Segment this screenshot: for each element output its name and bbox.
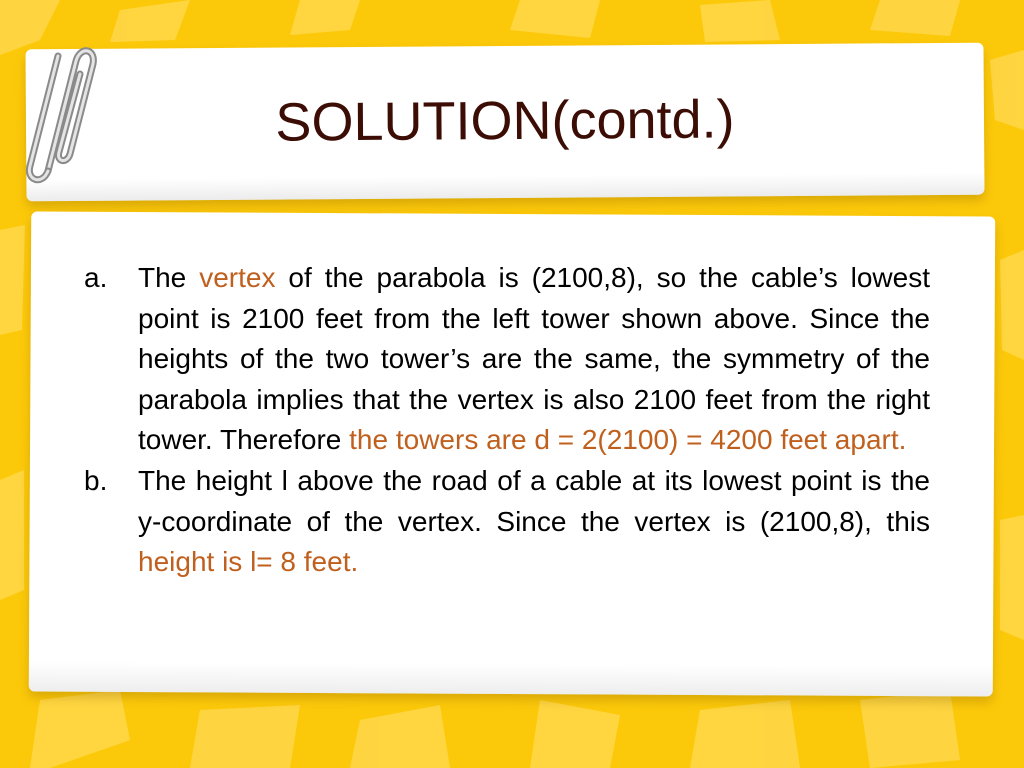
- paperclip-icon: [18, 36, 98, 186]
- solution-list: [84, 258, 930, 583]
- highlight-text: the towers are d = 2(2100) = 4200 feet apart.: [349, 424, 907, 456]
- list-item: [84, 461, 930, 583]
- highlight-text: vertex: [199, 262, 276, 293]
- item-text: The height l above the road of a cable at its lowest point is the y-coordinate of the vertex. Since the vertex is (2100,8), this: [138, 464, 930, 537]
- highlight-text: height is l= 8 feet.: [138, 546, 359, 578]
- list-marker: a.: [84, 262, 108, 293]
- slide-title: SOLUTION(contd.): [275, 89, 735, 153]
- list-item: [84, 258, 930, 461]
- title-card: [25, 43, 984, 202]
- list-marker: b.: [84, 464, 108, 496]
- item-text: of the parabola is (2100,8), so the cable’s lowest point is 2100 feet from the left tower shown above. Since the heights of the two tower’s are the same, the symmetry of the parabola implies that the vertex is also 2100 feet from the right tower. Therefore: [138, 262, 930, 456]
- item-text: The: [138, 262, 200, 293]
